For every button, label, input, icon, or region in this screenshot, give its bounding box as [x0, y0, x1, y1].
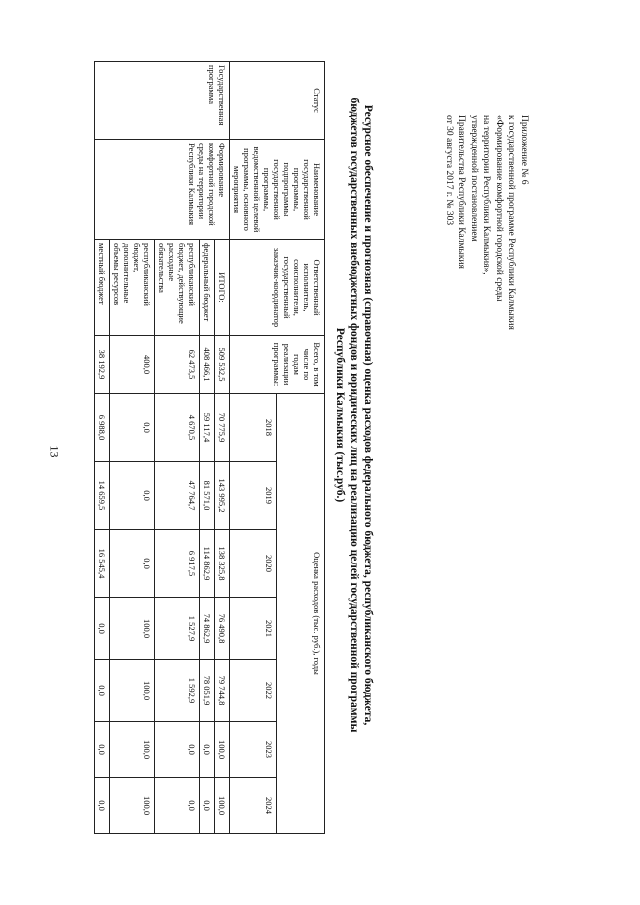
header-year: 2019: [230, 462, 278, 530]
value-cell: 79 744,8: [215, 660, 230, 722]
approval-line: утвержденной постановлением: [469, 115, 479, 242]
status-cell: Государственная программа: [95, 62, 230, 140]
heading-line: бюджетов государственных внебюджетных фондов и юридических лиц на реализацию целей государственной программы: [348, 97, 360, 733]
value-cell: 100,0: [110, 598, 155, 660]
table-row: [215, 62, 230, 834]
executor-cell: федеральный бюджет: [200, 240, 215, 336]
header-year: 2021: [230, 598, 278, 660]
header-executor: Ответственный исполнитель, соисполнители, государственный заказчик-координатор: [230, 240, 325, 336]
value-cell: 0,0: [110, 394, 155, 462]
approval-line: от 30 августа 2017 г. № 303: [444, 115, 454, 226]
value-cell: 143 995,2: [215, 462, 230, 530]
value-cell: 0,0: [155, 722, 200, 778]
value-cell: 100,0: [110, 778, 155, 834]
total-cell: 38 192,9: [95, 336, 110, 394]
approval-line: на территории Республики Калмыкия»,: [481, 115, 492, 275]
total-cell: 509 532,5: [215, 336, 230, 394]
value-cell: 70 775,9: [215, 394, 230, 462]
header-year: 2023: [230, 722, 278, 778]
value-cell: 1 592,9: [155, 660, 200, 722]
header-total: Всего, в том числе по годам реализации программы:: [230, 336, 325, 394]
header-year: 2024: [230, 778, 278, 834]
value-cell: 100,0: [110, 722, 155, 778]
executor-cell: местный бюджет: [95, 240, 110, 336]
value-cell: 0,0: [200, 778, 215, 834]
header-estimate: Оценка расходов (тыс. руб.), годы: [277, 394, 325, 834]
page-number: 13: [47, 445, 62, 458]
header-year: 2020: [230, 530, 278, 598]
value-cell: 6 988,0: [95, 394, 110, 462]
value-cell: 6 917,5: [155, 530, 200, 598]
value-cell: 0,0: [155, 778, 200, 834]
approval-line: «Формирование комфортной городской среды: [494, 115, 504, 302]
value-cell: 14 659,5: [95, 462, 110, 530]
approval-line: Правительства Республики Калмыкия: [456, 115, 467, 269]
heading-line: Республики Калмыкия (тыс.руб.): [334, 327, 346, 503]
value-cell: 1 527,9: [155, 598, 200, 660]
value-cell: 81 571,0: [200, 462, 215, 530]
total-cell: 400,0: [110, 336, 155, 394]
value-cell: 100,0: [215, 722, 230, 778]
program-name-cell: Формирование комфортной городской среды на территории Республики Калмыкия: [95, 140, 230, 240]
resource-table: [94, 61, 325, 834]
value-cell: 76 490,8: [215, 598, 230, 660]
value-cell: 0,0: [110, 462, 155, 530]
value-cell: 0,0: [95, 660, 110, 722]
value-cell: 78 051,9: [200, 660, 215, 722]
total-cell: 408 466,1: [200, 336, 215, 394]
value-cell: 16 545,4: [95, 530, 110, 598]
header-year: 2018: [230, 394, 278, 462]
approval-note: [443, 115, 531, 445]
total-cell: 62 473,5: [155, 336, 200, 394]
value-cell: 0,0: [95, 598, 110, 660]
header-status: Статус: [230, 62, 325, 140]
value-cell: 4 670,5: [155, 394, 200, 462]
value-cell: 138 325,8: [215, 530, 230, 598]
header-name: Наименование государственной программы, подпрограммы государственной программы, ведомственной целевой программы, основного мероприятия: [230, 140, 325, 240]
rotated-document-sheet: [40, 45, 600, 895]
value-cell: 47 764,7: [155, 462, 200, 530]
value-cell: 0,0: [95, 778, 110, 834]
header-year: 2022: [230, 660, 278, 722]
value-cell: 0,0: [95, 722, 110, 778]
approval-line: к государственной программе Республики Калмыкия: [506, 115, 517, 330]
document-heading: [333, 65, 375, 765]
value-cell: 114 862,9: [200, 530, 215, 598]
value-cell: 0,0: [110, 530, 155, 598]
value-cell: 100,0: [215, 778, 230, 834]
executor-cell: ИТОГО:: [215, 240, 230, 336]
value-cell: 0,0: [200, 722, 215, 778]
executor-cell: республиканский бюджет, действующие расходные обязательства: [155, 240, 200, 336]
approval-line: Приложение № 6: [519, 115, 529, 185]
value-cell: 100,0: [110, 660, 155, 722]
value-cell: 59 117,4: [200, 394, 215, 462]
heading-line: Ресурсное обеспечение и прогнозная (справочная) оценка расходов федерального бюджета, республиканского бюджета,: [362, 104, 374, 726]
executor-cell: республиканский бюджет, дополнительные объемы ресурсов: [110, 240, 155, 336]
value-cell: 74 862,9: [200, 598, 215, 660]
